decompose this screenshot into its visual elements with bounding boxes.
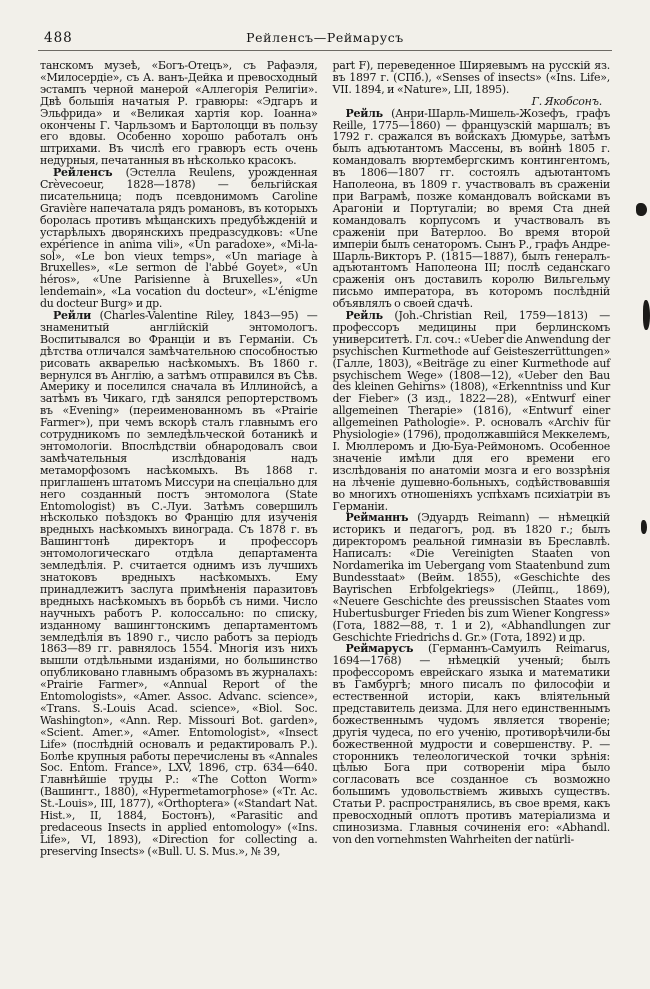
entry-text: (Анри-Шарль-Мишель-Жозефъ, графъ Reille, 1775—1860) — французскій маршалъ; въ 1792 г. сражался въ войскахъ Дюмурье, затѣмъ былъ адъютантомъ Массены, въ войнѣ 1805 г. командовалъ вюртембергскимъ контингентомъ, въ 1806—1807 гг. состоялъ адъютантомъ Наполеона, въ 1809 г. участвовалъ въ сраженіи при Ваграмѣ, позже командовалъ войсками въ Арагоніи и Португаліи; во время Ста дней командовалъ корпусомъ и участвовалъ въ сраженіи при Ватерлоо. Во время второй имперіи былъ сенаторомъ. Сынъ Р., графъ Андре-Шарль-Викторъ Р. (1815—1887), былъ генералъ-адъютантомъ Наполеона III; послѣ седанскаго сраженія онъ доставилъ королю Вильгельму письмо императора, въ которомъ послѣдній объявлялъ о своей сдачѣ. — [332, 106, 610, 311]
right-column — [333, 60, 611, 858]
scan-artifact — [641, 520, 647, 534]
scan-artifact — [643, 300, 650, 330]
entry-reimarus — [333, 643, 611, 845]
paragraph-continuation — [333, 60, 611, 96]
text-columns — [0, 58, 650, 858]
entry-headword: Реймарусъ — [345, 642, 414, 656]
entry-text: (Joh.-Christian Reil, 1759—1813) — профессоръ медицины при берлинскомъ университетѣ. Гл. соч.: «Ueber die Anwendung der psychischen Kurmethode auf Geisteszerrüttungen» (Галле, 1803), «Beiträge zu einer Kurmethode auf psychischem Wege» (1808—12), «Ueber den Bau des kleinen Gehirns» (1808), «Erkenntniss und Kur der Fieber» (3 изд., 1822—28), «Entwurf einer allgemeinen Therapie» (1816), «Entwurf einer allgemeinen Pathologie». Р. основалъ «Archiv für Physiologie» (1796), продолжавшійся Меккелемъ, І. Мюллеромъ и Дю-Буа-Реймономъ. Особенное значеніе имѣли для его времени его изслѣдованія по анатоміи мозга и его воззрѣнія на лѣченіе душевно-больныхъ, содѣйствовавшія во многихъ отношеніяхъ успѣхамъ психіатріи въ Германіи. — [332, 309, 610, 513]
entry-headword: Рейленсъ — [53, 166, 113, 180]
entry-text: (Эстелла Reulens, урожденная Crèvecoeur, 1828—1878) — бельгійская писательница; подъ псевдонимомъ Caroline Gravière напечатала рядъ романовъ, въ которыхъ боролась противъ мѣщанскихъ предубѣжденій и устарѣлыхъ дворянскихъ предразсудковъ: «Une expérience in anima vili», «Un paradoxe», «Mi-la-sol», «Le bon vieux temps», «Un mariage à Bruxelles», «Le sermon de l'abbé Goyet», «Un héros», «Une Parisienne à Bruxelles», «Un lendemain», «La vocation du docteur», «L'énigme du docteur Burg» и др. — [40, 166, 318, 311]
entry-headword: Рейль — [345, 106, 383, 120]
entry-reylens — [40, 167, 318, 310]
entry-headword: Рейли — [53, 309, 92, 323]
entry-reil — [333, 310, 611, 512]
entry-headword: Рейль — [345, 309, 383, 323]
left-column — [40, 60, 318, 858]
entry-text: (Эдуардъ Reimann) — нѣмецкій историкъ и педагогъ, род. въ 1820 г.; былъ директоромъ реальной гимназіи въ Бреславлѣ. Написалъ: «Die Vereinigten Staaten von Nordamerika im Uebergang vom Staatenbund zum Bundesstaat» (Вейм. 1855), «Geschichte des Bayrischen Erbfolgekriegs» (Лейпц., 1869), «Neuere Geschichte des preussischen Staates vom Hubertusburger Frieden bis zum Wiener Kongress» (Гота, 1882—88, т. 1 и 2), «Abhandlungen zur Geschichte Friedrichs d. Gr.» (Гота, 1892) и др. — [332, 511, 610, 644]
page-number: 488 — [44, 30, 73, 46]
paragraph-text: part F), переведенное Ширяевымъ на русскій яз. въ 1897 г. (СПб.), «Senses of insects» («Ins. Life», VII. 1894, и «Nature», LII, 1895). — [332, 59, 610, 96]
entry-reille — [333, 108, 611, 310]
entry-text: (Германнъ-Самуилъ Reimarus, 1694—1768) — нѣмецкій ученый; былъ профессоромъ еврейскаго языка и математики въ Гамбургѣ; много писалъ по философіи и естественной исторіи, какъ вліятельный представитель деизма. Для него единственнымъ божественнымъ чудомъ является твореніе; другія чудеса, по его ученію, противорѣчили-бы божественной мудрости и совершенству. Р. — сторонникъ телеологической точки зрѣнія: цѣлью Бога при сотвореніи міра было согласовать все созданное съ возможно большимъ удовольствіемъ живыхъ существъ. Статьи Р. распространялись, въ свое время, какъ превосходный оплотъ противъ матеріализма и спинозизма. Главныя сочиненія его: «Abhandl. von den vornehmsten Wahrheiten der natürli- — [332, 642, 610, 846]
author-signature: Г. Якобсонъ. — [531, 94, 602, 108]
entry-text: (Charles-Valentine Riley, 1843—95) — знаменитый англійскій энтомологъ. Воспитывался во Франціи и въ Германіи. Съ дѣтства отличался замѣчательною способностью рисовать акварелью насѣкомыхъ. Въ 1860 г. вернулся въ Англію, а затѣмъ отправился въ Сѣв. Америку и поселился сначала въ Иллинойсѣ, а затѣмъ въ Чикаго, гдѣ занялся репортерствомъ въ «Evening» (переименованномъ въ «Prairie Farmer»), при чемъ вскорѣ сталъ главнымъ его сотрудникомъ по земледѣльческой ботаникѣ и энтомологіи. Впослѣдствіи обнародовалъ свои замѣчательныя изслѣдованія надъ метаморфозомъ насѣкомыхъ. Въ 1868 г. приглашенъ штатомъ Миссури на спеціально для него созданный постъ энтомолога (State Entomologist) въ С.-Луи. Затѣмъ совершилъ нѣсколько поѣздокъ во Францію для изученія вредныхъ насѣкомыхъ винограда. Съ 1878 г. въ Вашингтонѣ директоръ и профессоръ энтомологическаго отдѣла департамента земледѣлія. Р. считается однимъ изъ лучшихъ знатоковъ вредныхъ насѣкомыхъ. Ему принадлежитъ заслуга примѣненія паразитовъ вредныхъ насѣкомыхъ въ борьбѣ съ ними. Число научныхъ работъ Р. колоссально: по списку, изданному вашингтонскимъ департаментомъ земледѣлія въ 1890 г., число работъ за періодъ 1863—89 гг. равнялось 1554. Многія изъ нихъ вышли отдѣльными изданіями, но большинство опубликовано главнымъ образомъ въ журналахъ: «Prairie Farmer», «Annual Report of the Entomologists», «Amer. Assoc. Advanc. science», «Trans. S.-Louis Acad. science», «Biol. Soc. Washington», «Ann. Rep. Missouri Bot. garden», «Scient. Amer.», «Amer. Entomologist», «Insect Life» (послѣдній основалъ и редактировалъ Р.). Болѣе крупныя работы перечислены въ «Annales Soc. Entom. France», LXV, 1896, стр. 634—640. Главнѣйшіе труды Р.: «The Cotton Worm» (Вашингт., 1880), «Hypermetamorphose» («Tr. Ac. St.-Louis», III, 1877), «Orthoptera» («Standart Nat. Hist.», II, 1884, Бостонъ), «Parasitic and predaceous Insects in applied entomology» («Ins. Life», VI, 1893), «Direction for collecting a. preserving Insects» («Bull. U. S. Mus.», № 39, — [40, 309, 318, 858]
entry-headword: Рейманнъ — [345, 511, 409, 525]
paragraph-text: танскомъ музеѣ, «Богъ-Отецъ», съ Рафаэля, «Милосердіе», съ А. ванъ-Дейка и превосходный эстампъ черной манерой «Аллегорія Религіи». Двѣ большія начатыя Р. гравюры: «Эдгаръ и Эльфрида» и «Великая хартія кор. Іоанна» окончены Г. Чарльзомъ и Бартолоцци въ пользу его вдовы. Особенно хорошо работалъ онъ штрихами. Въ числѣ его гравюръ есть очень недурныя, печатанныя въ нѣсколько красокъ. — [40, 59, 318, 168]
entry-reimann — [333, 512, 611, 643]
entry-riley — [40, 310, 318, 858]
paragraph-continuation — [40, 60, 318, 167]
header-rule — [38, 50, 612, 51]
running-head: Рейленсъ—Реймарусъ — [246, 30, 404, 45]
page-header — [0, 0, 650, 49]
scan-artifact — [636, 203, 647, 216]
